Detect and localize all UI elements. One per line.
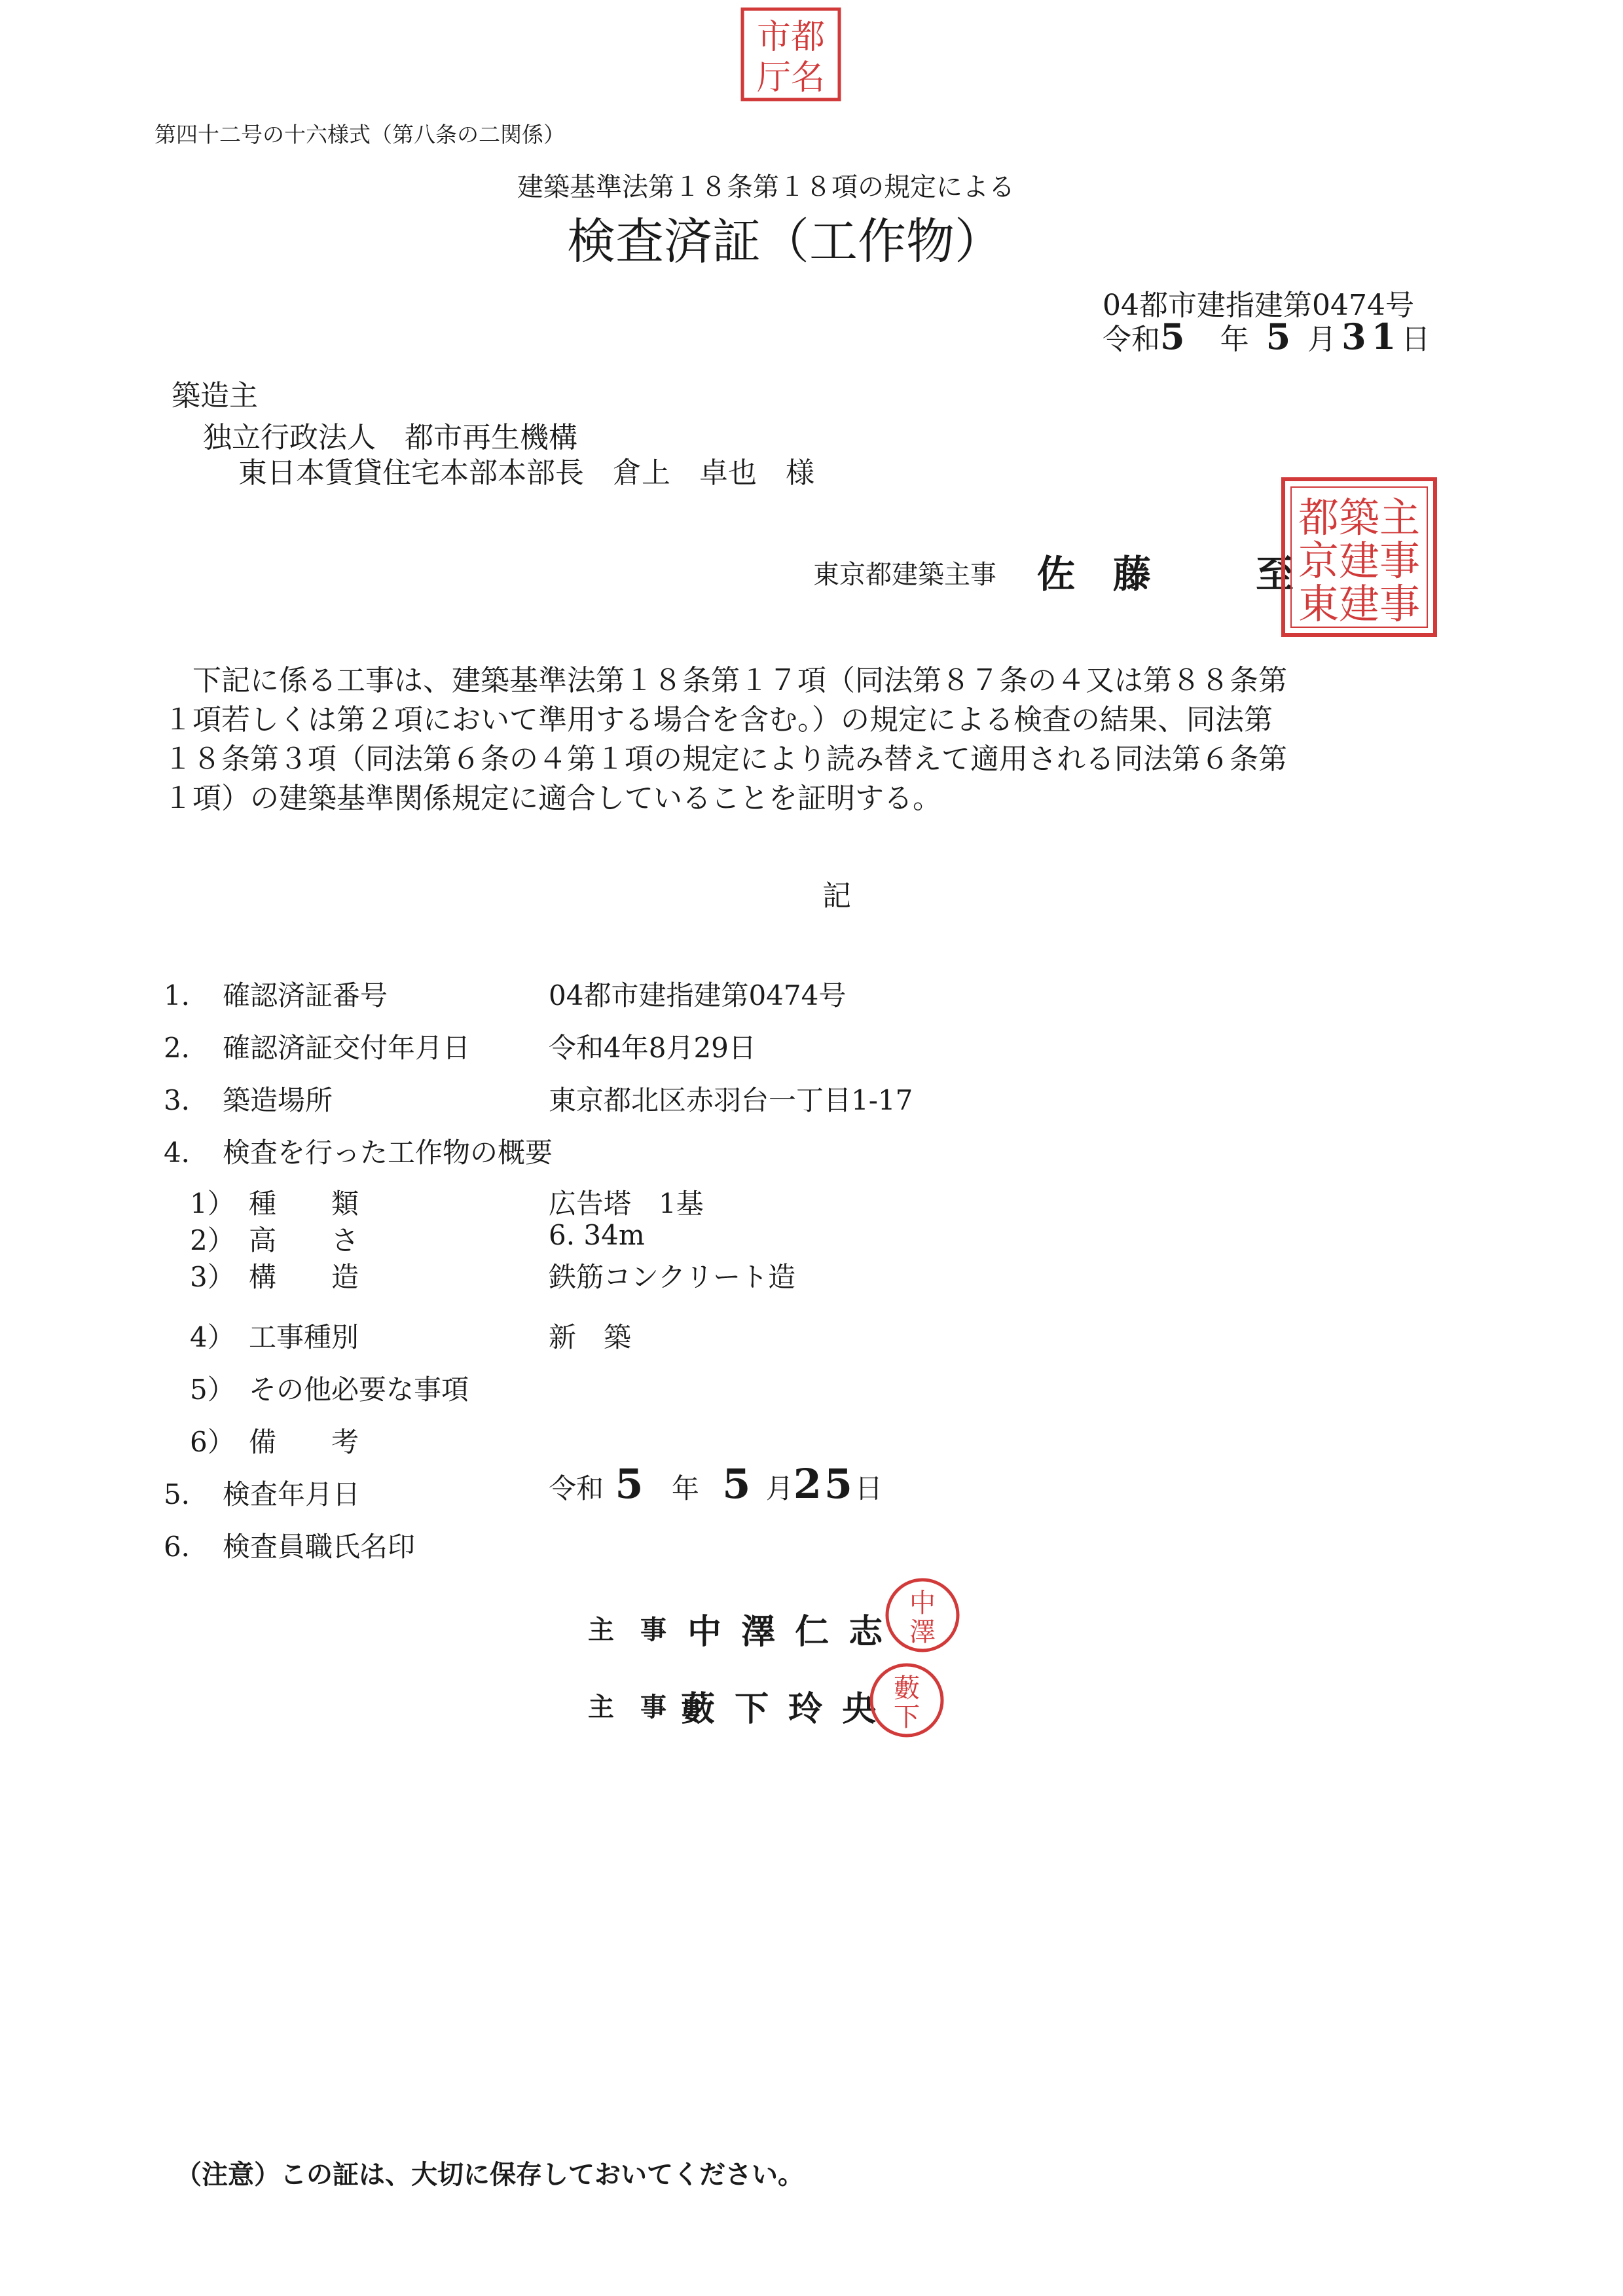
issue-date-year-unit: 年 — [1220, 323, 1249, 356]
sub-item-2-value: 6. 34m — [549, 1219, 645, 1251]
sub-item-3-value: 鉄筋コンクリート造 — [549, 1261, 796, 1293]
certification-paragraph — [164, 661, 1287, 818]
official-seal-text-3: 東建事 — [1298, 580, 1421, 628]
sub-item-4-label: 工事種別 — [249, 1321, 359, 1353]
inspection-date-era: 令和 — [549, 1472, 604, 1504]
issue-date-year: 5 — [1160, 316, 1185, 357]
issue-date-era: 令和 — [1103, 323, 1160, 356]
item-6-number: 6． — [164, 1531, 209, 1563]
inspector-1-name: 中 澤 仁 志 — [687, 1612, 887, 1652]
inspection-date-value — [549, 1460, 883, 1508]
inspection-date-month-unit: 月 — [765, 1472, 793, 1504]
item-3-label: 築造場所 — [223, 1084, 333, 1116]
top-seal-text-1: 市都 — [756, 18, 826, 57]
ki-heading: 記 — [822, 879, 851, 913]
issue-date-day: 31 — [1341, 316, 1402, 357]
sub-item-5-label: その他必要な事項 — [249, 1374, 469, 1406]
issue-date-month-unit: 月 — [1307, 323, 1337, 356]
builder-label: 築造主 — [172, 379, 258, 412]
paragraph-line-4: １項）の建築基準関係規定に適合していることを証明する。 — [164, 782, 941, 815]
sub-item-4-value: 新 築 — [549, 1321, 632, 1353]
item-5-label: 検査年月日 — [223, 1478, 361, 1510]
sub-item-3-number: 3） — [190, 1261, 235, 1293]
cert-number: 04都市建指建第0474号 — [1103, 289, 1414, 322]
sub-item-1-number: 1） — [190, 1188, 235, 1220]
official-seal — [1279, 475, 1439, 639]
item-4-number: 4． — [164, 1137, 209, 1169]
item-4-label: 検査を行った工作物の概要 — [223, 1137, 553, 1169]
inspector-2-seal — [868, 1662, 945, 1739]
paragraph-line-3: １８条第３項（同法第６条の４第１項の規定により読み替えて適用される同法第６条第 — [164, 742, 1287, 776]
sub-item-4-number: 4） — [190, 1321, 235, 1353]
sub-item-6-label: 備 考 — [249, 1426, 359, 1458]
item-1-label: 確認済証番号 — [223, 979, 388, 1011]
official-surname: 佐 藤 — [1037, 552, 1152, 596]
official-given-name: 至 — [1256, 552, 1294, 596]
item-2-number: 2． — [164, 1032, 209, 1064]
inspection-date-year-unit: 年 — [671, 1472, 699, 1504]
inspector-1-seal-text-1: 中 — [909, 1588, 936, 1618]
sub-item-2-label: 高 さ — [249, 1224, 359, 1256]
inspector-2-seal-text-1: 藪 — [894, 1673, 920, 1704]
item-6-label: 検査員職氏名印 — [223, 1531, 416, 1563]
sub-item-6-number: 6） — [190, 1426, 235, 1458]
builder-person: 東日本賃貸住宅本部本部長 倉上 卓也 様 — [238, 456, 814, 490]
sub-item-1-label: 種 類 — [249, 1188, 359, 1220]
sub-item-1-value: 広告塔 1基 — [549, 1188, 704, 1220]
builder-org: 独立行政法人 都市再生機構 — [203, 421, 577, 454]
item-1-number: 1． — [164, 979, 209, 1011]
paragraph-line-1: 下記に係る工事は、建築基準法第１８条第１７項（同法第８７条の４又は第８８条第 — [192, 664, 1287, 697]
inspector-2-seal-text-2: 下 — [894, 1702, 920, 1732]
inspection-date-month: 5 — [722, 1460, 751, 1508]
inspection-date-year: 5 — [615, 1460, 644, 1508]
paragraph-line-2: １項若しくは第２項において準用する場合を含む。）の規定による検査の結果、同法第 — [164, 703, 1273, 737]
official-seal-text-2: 京建事 — [1298, 537, 1421, 585]
sub-item-2-number: 2） — [190, 1224, 235, 1256]
form-label: 第四十二号の十六様式（第八条の二関係） — [155, 122, 565, 147]
notice-text: （注意）この証は、大切に保存しておいてください。 — [175, 2160, 804, 2190]
official-title: 東京都建築主事 — [813, 560, 996, 590]
sub-item-5-number: 5） — [190, 1374, 235, 1406]
top-seal-text-2: 厅名 — [756, 58, 826, 98]
inspection-date-day: 25 — [793, 1460, 856, 1508]
top-seal — [739, 5, 843, 103]
page-title: 検査済証（工作物） — [567, 213, 1003, 270]
issue-date — [1103, 316, 1430, 357]
inspector-2-role: 主 事 — [588, 1692, 666, 1722]
item-1-value: 04都市建指建第0474号 — [549, 979, 847, 1011]
item-2-label: 確認済証交付年月日 — [223, 1032, 471, 1064]
issue-date-day-unit: 日 — [1401, 323, 1431, 356]
inspector-1-seal — [884, 1576, 961, 1654]
issue-date-month: 5 — [1266, 316, 1291, 357]
inspector-1-role: 主 事 — [588, 1614, 666, 1645]
law-basis: 建築基準法第１８条第１８項の規定による — [517, 172, 1015, 202]
item-5-number: 5． — [164, 1478, 209, 1510]
item-3-number: 3． — [164, 1084, 209, 1116]
item-2-value: 令和4年8月29日 — [549, 1032, 756, 1064]
inspector-2-name: 藪 下 玲 央 — [681, 1689, 881, 1729]
inspector-1-seal-text-2: 澤 — [909, 1617, 936, 1647]
item-3-value: 東京都北区赤羽台一丁目1-17 — [549, 1084, 913, 1116]
sub-item-3-label: 構 造 — [249, 1261, 359, 1293]
official-seal-text-1: 都築主 — [1298, 494, 1421, 541]
inspection-date-day-unit: 日 — [855, 1472, 883, 1504]
